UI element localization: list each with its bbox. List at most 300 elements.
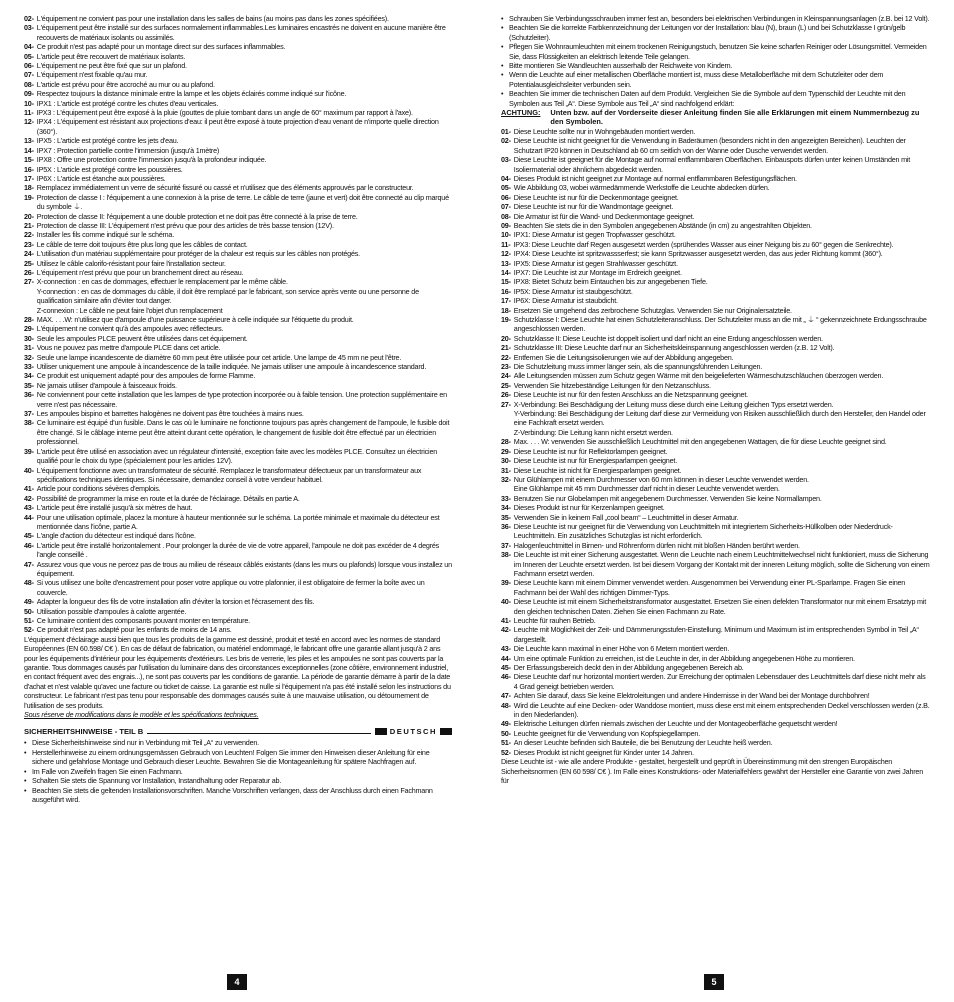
instruction-item (501, 447, 931, 456)
item-number: 20- (24, 211, 34, 221)
instruction-item (24, 560, 452, 579)
instruction-item (501, 456, 931, 465)
item-number: 46- (24, 540, 34, 550)
item-text: Benutzen Sie nur Globelampen mit angegebenem Durchmesser. Verwenden Sie keine Normallampen. (513, 493, 822, 503)
instruction-item (24, 108, 452, 117)
item-text: Diese Leuchte ist nur geeignet für die Verwendung von Leuchtmitteln mit integriertem Sicherheits-Hüllkolben oder Niederdruck-Leuchtmitteln. Ein zusätzliches Schutzglas ist nicht erforderlich. (513, 521, 893, 541)
item-text: Utiliser uniquement une ampoule à incandescence de la taille indiquée. Ne jamais utiliser une ampoule à incandescence standard. (36, 362, 427, 372)
instruction-item (24, 61, 452, 70)
bullet-item (24, 786, 452, 805)
item-number: 13- (24, 136, 34, 146)
item-text: Respectez toujours la distance minimale entre la lampe et les objets éclairés comme indiqué sur l'icône. (36, 89, 347, 99)
instruction-item (24, 174, 452, 183)
bullet-icon: • (501, 14, 504, 23)
item-text: Diese Leuchte ist nur für Energiesparlampen geeignet. (513, 456, 677, 466)
item-number: 42- (24, 493, 34, 503)
bullet-icon: • (24, 747, 27, 757)
item-number: 24- (24, 249, 34, 259)
instruction-item (24, 136, 452, 145)
item-number: 43- (501, 644, 511, 654)
section-language: DEUTSCH (389, 727, 437, 737)
instruction-item (501, 381, 931, 390)
item-text: Diese Leuchte sollte nur in Wohngebäuden montiert werden. (513, 126, 696, 136)
item-number: 11- (24, 108, 34, 118)
instruction-item (24, 381, 452, 390)
instruction-item (501, 513, 931, 522)
instruction-item (501, 390, 931, 399)
item-number: 31- (501, 465, 511, 475)
item-text: L'équipement peut être installé sur des surfaces normalement inflammables.Les luminaires encastrés ne doivent en aucune manière être recouverts de matériaux isolants ou assimilés. (36, 23, 446, 42)
page-number-right: 5 (704, 974, 724, 990)
item-text: IPX4 : L'équipement est résistant aux projections d'eau: il peut être exposé à toute projection d'eau venant de n'importe quelle direction (360°). (36, 117, 439, 136)
item-number: 28- (24, 315, 34, 324)
instruction-item (24, 409, 452, 418)
item-number: 16- (501, 286, 511, 296)
instruction-item (501, 654, 931, 663)
item-text: Article pour conditions sévères d'emplois. (36, 484, 161, 494)
item-text: IPX5: Diese Armatur ist gegen Strahlwasser geschützt. (513, 258, 678, 268)
item-number: 33- (501, 493, 511, 503)
instruction-item (24, 268, 452, 277)
closing-paragraph: Diese Leuchte ist - wie alle andere Produkte - gestaltet, hergestellt und geprüft in Übereinstimmung mit den strengen Europäischen Sicherheitsnormen (EN 60 598/ C€ ). Im Falle eines Konstruktions- oder Materialfehlers gewährt der Hersteller eine Garantie von zwei Jahren für (501, 757, 924, 785)
instruction-item (501, 550, 931, 578)
bullet-item (24, 738, 452, 747)
instruction-item (501, 277, 931, 286)
instruction-item (24, 494, 452, 503)
achtung-label: ACHTUNG: (501, 108, 541, 118)
bullet-text: Schrauben Sie Verbindungsschrauben immer fest an, besonders bei elektrischen Verbindungen in Kleinspannungsanlagen (z.B. bei 12 Volt). (509, 14, 930, 23)
instruction-item (501, 541, 931, 550)
item-number: 02- (501, 136, 511, 146)
bullet-icon: • (501, 23, 504, 33)
instruction-item (24, 14, 452, 23)
item-number: 22- (24, 230, 34, 240)
instruction-item (501, 183, 931, 192)
item-text: Ce produit n'est pas adapté pour un montage direct sur des surfaces inflammables. (36, 42, 286, 52)
item-number: 41- (24, 484, 34, 494)
item-text: L'équipement ne convient pas pour une installation dans les salles de bains (au moins pas dans les zones spécifiées). (36, 14, 389, 23)
bullet-icon: • (501, 89, 504, 99)
item-number: 09- (24, 89, 34, 99)
item-number: 26- (24, 267, 34, 277)
instruction-item (24, 249, 452, 258)
item-number: 52- (24, 625, 34, 635)
item-number: 51- (24, 616, 34, 625)
item-text: An dieser Leuchte befinden sich Bauteile, die bei Benutzung der Leuchte heiß werden. (513, 738, 773, 748)
item-number: 40- (24, 465, 34, 475)
bullet-item (501, 14, 931, 23)
item-text: Possibilité de programmer la mise en route et la durée de l'éclairage. Détails en partie A. (36, 493, 300, 503)
instruction-item (501, 362, 931, 371)
item-text: IPX1: Diese Armatur ist gegen Tropfwasser geschützt. (513, 230, 676, 240)
instruction-item (501, 212, 931, 221)
item-number: 37- (24, 409, 34, 419)
instruction-item (24, 259, 452, 268)
item-text: Protection de classe I : l'équipement a une connexion à la prise de terre. Le câble de terre (jaune et vert) doit être connecté au clip marqué du symbole ⏚. (36, 192, 449, 212)
item-number: 35- (24, 380, 34, 390)
item-text: L'article est prévu pour être accroché au mur ou au plafond. (36, 79, 215, 89)
item-text: Die Leuchte ist mit einer Sicherung ausgestattet. Wenn die Leuchte nach einem Leuchtmittelwechsel nicht funktioniert, muss die Sicherung im Inneren der Leuchte ersetzt werden. Ist bei diesem Vorgang der Kontakt mit der inneren Leitung möglich, sollte die Sicherung von einem Fachmann ersetzt werden. (513, 550, 930, 578)
item-number: 52- (501, 747, 511, 757)
item-number: 30- (24, 333, 34, 343)
item-number: 27- (501, 399, 511, 409)
item-text: Diese Leuchte ist nur für den festen Anschluss an die Netzspannung geeignet. (513, 390, 748, 400)
item-text: Verwenden Sie in keinem Fall „cool beam“ – Leuchtmittel in dieser Armatur. (513, 512, 739, 522)
instruction-item (501, 625, 931, 644)
item-number: 08- (501, 211, 511, 221)
item-text: Dieses Produkt ist nicht geeignet für Kinder unter 14 Jahren. (513, 747, 694, 757)
instruction-item (24, 52, 452, 61)
item-number: 13- (501, 258, 511, 268)
item-number: 36- (24, 390, 34, 400)
instruction-item (24, 578, 452, 597)
bullet-icon: • (501, 42, 504, 52)
instruction-item (501, 353, 931, 362)
item-text: Leuchte für rauhen Betrieb. (513, 616, 596, 625)
item-text: Halogenleuchtmittel in Birnen- und Röhrenform dürfen nicht mit bloßen Händen berührt werden. (513, 540, 800, 550)
instruction-item (501, 334, 931, 343)
item-number: 50- (501, 728, 511, 738)
instruction-item (501, 437, 931, 446)
item-text: IP6X : L'article est étanche aux poussières. (36, 173, 166, 183)
bullet-text: Bitte montieren Sie Wandleuchten ausserhalb der Reichweite von Kindern. (509, 61, 733, 71)
item-text: Vous ne pouvez pas mettre d'ampoule PLCE dans cet article. (36, 343, 221, 353)
bullet-text: Herstellerhinweise zu einem ordnungsgemässen Gebrauch von Leuchten! Folgen Sie immer den Hinweisen dieser Anleitung für eine sichere und gefahrlose Montage und Gebrauch dieser Leuchte. Bewahren Sie die Montageanleitung für spätere Nachfragen auf. (32, 747, 430, 767)
item-text: X-connection : en cas de dommages, effectuer le remplacement par le même câble. Y-connection : en cas de dommages du câble, il doit être remplacé par le fabricant, son service après vente ou une personne de qualification similaire afin d'éviter tout danger. Z-connexion : Le câble ne peut faire l'objet d'un remplacement (36, 277, 419, 315)
item-number: 44- (501, 653, 511, 663)
item-text: Schutzklasse I: Diese Leuchte hat einen Schutzleiteranschluss. Der Schutzleiter muss an die mit „ ⏚ “ gekennzeichnete Erdungsschraube angeschlossen werden. (513, 315, 927, 334)
item-text: Diese Leuchte kann mit einem Dimmer verwendet werden. Ausgenommen bei Verwendung einer PL-Sparlampe. Fragen Sie einen Fachmann bei der Wahl des richtigen Dimmer-Typs. (513, 578, 906, 597)
item-text: Si vous utilisez une boîte d'encastrement pour poser votre applique ou votre plafonnier, il est obligatoire de fermer la boîte avec un couvercle. (36, 578, 425, 597)
instruction-item (501, 230, 931, 239)
item-number: 51- (501, 738, 511, 748)
instruction-item (24, 230, 452, 239)
item-text: L'équipement ne convient qu'à des ampoules avec réflecteurs. (36, 324, 224, 334)
item-text: Achten Sie darauf, dass Sie keine Elektroleitungen und andere Hindernisse in der Wand bei der Montage durchbohren! (513, 691, 870, 701)
item-number: 26- (501, 390, 511, 400)
instruction-item (24, 390, 452, 409)
item-text: Adapter la longueur des fils de votre installation afin d'éviter la torsion et l'écrasement des fils. (36, 597, 315, 607)
instruction-item (501, 240, 931, 249)
bullet-text: Im Falle von Zweifeln fragen Sie einen Fachmann. (32, 766, 183, 776)
instruction-item (24, 447, 452, 466)
item-number: 35- (501, 512, 511, 522)
instruction-item (501, 174, 931, 183)
instruction-item (501, 136, 931, 155)
item-number: 10- (24, 98, 34, 108)
item-text: Entfernen Sie die Leitungsisolierungen wie auf der Abbildung angegeben. (513, 352, 734, 362)
item-text: Ne conviennent pour cette installation que les lampes de type protection incorporée ou à faible tension. Une protection supplémentaire en verre n'est pas nécessaire. (36, 390, 447, 409)
item-text: Remplacez immédiatement un verre de sécurité fissuré ou cassé et n'utilisez que des éléments approuvés par le constructeur. (36, 183, 414, 193)
item-text: Schutzklasse II: Diese Leuchte ist doppelt isoliert und darf nicht an eine Erdung angeschlossen werden. (513, 333, 823, 343)
item-text: IPX7: Die Leuchte ist zur Montage im Erdreich geeignet. (513, 267, 682, 277)
bullet-item (24, 767, 452, 776)
instruction-item (501, 371, 931, 380)
item-text: Der Erfassungsbereich deckt den in der Abbildung angegebenen Bereich ab. (513, 663, 744, 673)
instruction-item (501, 748, 931, 757)
item-number: 11- (501, 239, 511, 249)
instruction-item (501, 193, 931, 202)
instruction-item (501, 306, 931, 315)
item-number: 23- (24, 239, 34, 249)
instruction-item (501, 522, 931, 541)
bullet-item (501, 70, 931, 89)
section-marker-right (440, 728, 452, 735)
item-number: 18- (501, 305, 511, 315)
item-number: 04- (24, 42, 34, 52)
item-number: 02- (24, 14, 34, 23)
item-number: 32- (501, 474, 511, 484)
bullet-text: Schalten Sie stets die Spannung vor Installation, Instandhaltung oder Reparatur ab. (32, 776, 282, 786)
bullet-item (24, 748, 452, 767)
item-text: IP6X: Diese Armatur ist staubdicht. (513, 296, 618, 306)
item-number: 03- (24, 23, 34, 33)
instruction-item (501, 202, 931, 211)
instruction-item (24, 146, 452, 155)
reserve-note: Sous réserve de modifications dans le modèle et les spécifications techniques. (24, 710, 259, 720)
instruction-item (24, 165, 452, 174)
instruction-item (24, 513, 452, 532)
instruction-item (24, 503, 452, 512)
instruction-item (24, 353, 452, 362)
item-number: 36- (501, 521, 511, 531)
item-number: 19- (24, 192, 34, 202)
item-number: 25- (24, 258, 34, 268)
item-number: 45- (24, 531, 34, 541)
bullet-text: Diese Sicherheitshinweise sind nur in Verbindung mit Teil „A“ zu verwenden. (32, 738, 259, 748)
item-text: X-Verbindung: Bei Beschädigung der Leitung muss diese durch eine Leitung gleichen Typs ersetzt werden. Y-Verbindung: Bei Beschädigung der Leitung darf diese zur Vermeidung von Risiken ausschließlich durch den Hersteller, den Handel oder eine Fachkraft ersetzt werden. Z-Verbindung: Die Leitung kann nicht ersetzt werden. (513, 399, 926, 437)
item-text: Le câble de terre doit toujours être plus long que les câbles de contact. (36, 239, 248, 249)
instruction-item (24, 607, 452, 616)
item-number: 12- (501, 249, 511, 259)
item-text: IPX1 : L'article est protégé contre les chutes d'eau verticales. (36, 98, 219, 108)
item-text: Beachten Sie stets die in den Symbolen angegebenen Abstände (in cm) zu angestrahlten Objekten. (513, 220, 812, 230)
item-text: L'équipement fonctionne avec un transformateur de sécurité. Remplacez le transformateur défectueux par un transformateur aux spécifications techniques identiques. Si nécessaire, demandez conseil à votre vendeur habituel. (36, 465, 422, 484)
item-text: Protection de classe II: l'équipement a une double protection et ne doit pas être connecté à la prise de terre. (36, 211, 358, 221)
item-number: 14- (501, 267, 511, 277)
item-text: Verwenden Sie hitzebeständige Leitungen für den Netzanschluss. (513, 380, 711, 390)
bullet-item (24, 776, 452, 785)
item-text: Elektrische Leitungen dürfen niemals zwischen der Leuchte und der Montageoberfläche gequetscht werden! (513, 719, 838, 729)
instruction-item (24, 80, 452, 89)
instruction-item (24, 418, 452, 446)
item-number: 42- (501, 625, 511, 635)
instruction-item (501, 475, 931, 494)
item-text: Diese Leuchte darf nur horizontal montiert werden. Zur Erreichung der optimalen Lebensdauer des Leuchtmittels darf diese nicht mehr als 4 Grad geneigt betrieben werden. (513, 672, 926, 691)
instruction-item (24, 212, 452, 221)
instruction-item (24, 89, 452, 98)
item-number: 30- (501, 456, 511, 466)
item-text: Ce produit est uniquement adapté pour des ampoules de forme Flamme. (36, 371, 256, 381)
section-title: SICHERHEITSHINWEISE - TEIL B (24, 727, 144, 737)
item-number: 22- (501, 352, 511, 362)
bullet-text: Beachten Sie die korrekte Farbkennzeichnung der Leitungen vor der Installation: blau (N), braun (L) und bei Schutzklasse I grün/gelb (Schutzleiter). (509, 23, 906, 42)
item-number: 48- (501, 700, 511, 710)
instruction-item (501, 494, 931, 503)
item-number: 04- (501, 173, 511, 183)
item-number: 29- (24, 324, 34, 334)
bullet-icon: • (501, 61, 504, 71)
page-number-left: 4 (227, 974, 247, 990)
achtung-note (501, 108, 931, 127)
instruction-item (501, 127, 931, 136)
bullet-item (501, 23, 931, 42)
warranty-paragraph: L'équipement d'éclairage aussi bien que tous les produits de la gamme est dessiné, produit et testé en accord avec les normes de standard Européennes (EN 60.598/ C€ ). En cas de défaut de fabrication, ou matériel endommagé, le fabricant offre une garantie allant jusqu'à 2 ans pour les équipements d'intérieur pour les équipements d'extérieurs. Les bris de verrerie, les piles et les ampoules ne sont pas couverts par la garantie. Tous dommages causés par l'utilisation du luminaire dans des circonstances exceptionnelles (zone côtière, environnement industriel, en contact fréquent avec des engrais...), ne sont pas couverts par les conditions de garantie. La période de garantie démarre à partir de la date d'achat et n'est valable qu'avec une facture ou ticket de caisse. La garantie est nulle si l'équipement n'a pas été installé selon les instructions du constructeur. Le fabricant n'est pas tenu pour responsable des dommages causés suite à une mauvaise utilisation, ou détournement de l'utilisation de ses produits. (24, 634, 451, 710)
item-text: Ne jamais utiliser d'ampoule à faisceaux froids. (36, 380, 177, 390)
bullet-icon: • (501, 70, 504, 80)
page-right (477, 0, 954, 1002)
bullet-icon: • (24, 776, 27, 786)
item-number: 34- (24, 371, 34, 381)
item-text: IPX8: Bietet Schutz beim Eintauchen bis zur angegebenen Tiefe. (513, 277, 708, 287)
instruction-item (501, 296, 931, 305)
item-number: 21- (501, 343, 511, 353)
instruction-item (24, 343, 452, 352)
item-text: L'utilisation d'un matériau supplémentaire pour protéger de la chaleur est requis sur les câbles non protégés. (36, 249, 360, 259)
item-text: Leuchte geeignet für die Verwendung von Kopfspiegellampen. (513, 728, 700, 738)
item-text: IPX8 : Offre une protection contre l'immersion jusqu'à la profondeur indiquée. (36, 155, 267, 165)
instruction-item (501, 249, 931, 258)
item-number: 21- (24, 220, 34, 230)
item-number: 20- (501, 333, 511, 343)
instruction-item (501, 729, 931, 738)
bullet-item (501, 89, 931, 108)
item-number: 15- (24, 155, 34, 165)
item-number: 29- (501, 446, 511, 456)
item-text: L'équipement n'est prévu que pour un branchement direct au réseau. (36, 267, 244, 277)
bullet-icon: • (24, 738, 27, 748)
item-number: 05- (501, 183, 511, 193)
item-text: Diese Leuchte ist mit einem Sicherheitstransformator ausgestattet. Ersetzen Sie einen defekten Transformator nur mit einem Ersatztyp mit den gleichen technischen Daten. Ziehen Sie einen Fachmann zu Rate. (513, 597, 927, 616)
right-column (501, 14, 931, 785)
item-text: Installer les fils comme indiqué sur le schéma. (36, 230, 175, 240)
instruction-item (24, 70, 452, 79)
item-text: Diese Leuchte ist nur für die Wandmontage geeignet. (513, 202, 674, 212)
item-text: Nur Glühlampen mit einem Durchmesser von 60 mm können in dieser Leuchte verwendet werden. Eine Glühlampe mit 45 mm Durchmesser darf nicht in dieser Leuchte verwendet werden. (513, 474, 809, 494)
instruction-item (24, 183, 452, 192)
item-number: 47- (501, 691, 511, 701)
instruction-item (501, 597, 931, 616)
instruction-item (501, 259, 931, 268)
item-number: 08- (24, 79, 34, 89)
item-text: Ersetzen Sie umgehend das zerbrochene Schutzglas. Verwenden Sie nur Originalersatzteile. (513, 305, 792, 315)
item-number: 23- (501, 362, 511, 372)
item-number: 05- (24, 51, 34, 61)
achtung-text: Unten bzw. auf der Vorderseite dieser Anleitung finden Sie alle Erklärungen mit einem Nummernbezug zu den Symbolen. (550, 108, 920, 127)
instruction-item (501, 672, 931, 691)
item-number: 24- (501, 371, 511, 381)
item-number: 01- (501, 126, 511, 136)
item-number: 34- (501, 503, 511, 513)
item-text: Diese Leuchte ist nicht geeignet für die Verwendung in Baderäumen (besonders nicht in den angezeigten Bereichen). Leuchten der Schutzart IP20 können in Deutschland ab 60 cm seitlich von der Wanne oder Dusche verwendet werden. (513, 136, 906, 155)
item-text: Les ampoules bispino et barrettes halogènes ne doivent pas être touchées à mains nues. (36, 409, 304, 419)
instruction-item (501, 343, 931, 352)
instruction-item (24, 616, 452, 625)
instruction-item (24, 99, 452, 108)
instruction-item (24, 240, 452, 249)
item-number: 45- (501, 663, 511, 673)
item-text: Ce produit n'est pas adapté pour les enfants de moins de 14 ans. (36, 625, 232, 635)
item-number: 37- (501, 540, 511, 550)
item-number: 50- (24, 606, 34, 616)
item-number: 17- (24, 173, 34, 183)
item-number: 43- (24, 503, 34, 513)
item-text: MAX. . . .W: n'utilisez que d'ampoule d'une puissance supérieure à celle indiquée sur l'étiquette du produit. (36, 315, 354, 324)
item-text: Max. . . . W: verwenden Sie ausschließlich Leuchtmittel mit den angegebenen Wattagen, die für diese Leuchte geeignet sind. (513, 437, 887, 447)
item-text: Wie Abbildung 03, wobei wärmedämmende Werkstoffe die Leuchte abdecken dürfen. (513, 183, 770, 193)
instruction-item (501, 644, 931, 653)
item-text: L'article peut être installé jusqu'à six mètres de haut. (36, 503, 193, 513)
item-number: 14- (24, 145, 34, 155)
left-column (24, 14, 452, 804)
item-number: 46- (501, 672, 511, 682)
item-number: 07- (501, 202, 511, 212)
item-text: Die Schutzleitung muss immer länger sein, als die spannungsführenden Leitungen. (513, 362, 763, 372)
instruction-item (24, 466, 452, 485)
item-number: 38- (501, 550, 511, 560)
item-text: Schutzklasse III: Diese Leuchte darf nur an Sicherheitskleinspannung angeschlossen werden (z.B. 12 Volt). (513, 343, 835, 353)
instruction-item (501, 701, 931, 720)
item-text: IPX7 : Protection partielle contre l'immersion (jusqu'à 1mètre) (36, 145, 220, 155)
item-text: Seule les ampoules PLCE peuvent être utilisées dans cet équipement. (36, 333, 248, 343)
item-text: IP5X : L'article est protégé contre les poussières. (36, 164, 183, 174)
item-number: 41- (501, 616, 511, 625)
item-text: Seule une lampe incandescente de diamètre 60 mm peut être utilisée pour cet article. Une lampe de 45 mm ne peut l'être. (36, 352, 402, 362)
item-number: 12- (24, 117, 34, 127)
instruction-item (24, 23, 452, 42)
instruction-item (501, 503, 931, 512)
item-number: 39- (501, 578, 511, 588)
instruction-item (24, 193, 452, 212)
instruction-item (24, 324, 452, 333)
bullet-text: Beachten Sie stets die geltenden Installationsvorschriften. Manche Vorschriften verlangen, dass der Anschluss durch einen Fachmann ausgeführt wird. (32, 785, 433, 804)
instruction-item (501, 578, 931, 597)
instruction-item (501, 155, 931, 174)
item-text: Ce luminaire est équipé d'un fusible. Dans le cas où le luminaire ne fonctionne toujours pas après changement de l'ampoule, le fusible doit être changé. Si le câblage interne peut être atteint durant cette opération, le changement de fusible doit être effectué par un électricien professionnel. (36, 418, 450, 447)
instruction-item (24, 597, 452, 606)
bullet-item (501, 61, 931, 70)
item-number: 49- (24, 597, 34, 607)
item-number: 17- (501, 296, 511, 306)
item-number: 03- (501, 155, 511, 165)
item-text: Utilisez le câble calorifo-résistant pour faire l'installation secteur. (36, 258, 226, 268)
instruction-item (24, 277, 452, 315)
item-text: Assurez vous que vous ne percez pas de trous au milieu de réseaux câblés existants (dans les murs ou plafonds) lorsque vous installez un équipement. (36, 559, 452, 578)
item-text: IP5X: Diese Armatur ist staubgeschützt. (513, 286, 633, 296)
item-text: Dieses Produkt ist nur für Kerzenlampen geeignet. (513, 503, 665, 513)
item-number: 07- (24, 70, 34, 80)
instruction-item (501, 287, 931, 296)
item-text: Diese Leuchte ist geeignet für die Montage auf normal entflammbaren Oberflächen. Einbauspots dürfen unter keinen Umständen mit Isoliermaterial oder ähnlichem abgedeckt werden. (513, 155, 911, 174)
instruction-item (24, 221, 452, 230)
instruction-item (24, 334, 452, 343)
item-text: L'angle d'action du détecteur est indiqué dans l'icône. (36, 531, 196, 541)
item-text: Die Armatur ist für die Wand- und Deckenmontage geeignet. (513, 211, 695, 221)
item-number: 09- (501, 220, 511, 230)
item-number: 39- (24, 446, 34, 456)
item-number: 06- (24, 61, 34, 71)
section-rule (147, 729, 371, 734)
item-text: L'article peut être recouvert de matériaux isolants. (36, 51, 186, 61)
item-number: 15- (501, 277, 511, 287)
item-number: 18- (24, 183, 34, 193)
item-number: 10- (501, 230, 511, 240)
instruction-item (24, 371, 452, 380)
item-number: 16- (24, 164, 34, 174)
item-number: 48- (24, 578, 34, 588)
bullet-item (501, 42, 931, 61)
item-text: L'article peut être utilisé en association avec un régulateur d'intensité, exception faite avec les modèles PLCE. Consultez un électricien qualifié pour le choix du type (spécialement pour les articles 12V). (36, 446, 438, 466)
